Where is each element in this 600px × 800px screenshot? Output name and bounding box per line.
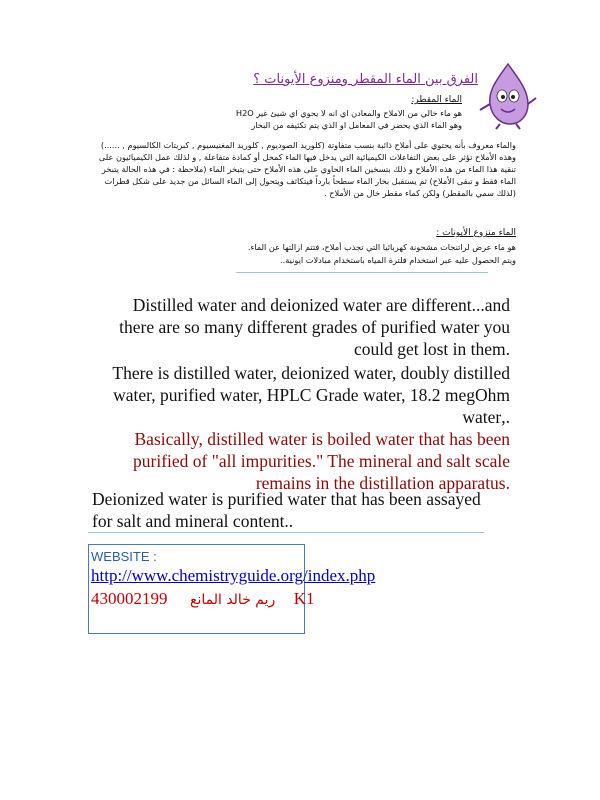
paragraph-4-line-1: Deionized water is purified water that has been assayed xyxy=(92,489,481,509)
paragraph-1-line-3: .could get lost in them xyxy=(353,339,510,359)
distilled-heading: الماء المقطر: xyxy=(411,95,462,105)
divider-bottom xyxy=(88,532,484,533)
page-title: الفرق بين الماء المقطر ومنزوع الأيونات ؟ xyxy=(253,72,478,87)
student-name: ريم خالد المانع xyxy=(190,592,276,608)
deionized-definition-line-2: ويتم الحصول عليه عبر استخدام فلترة المياه باستخدام مبادلات ايونية.. xyxy=(280,255,516,265)
paragraph-3-line-2: purified of "all impurities." The mineral and salt scale xyxy=(133,451,510,471)
deionized-definition-line-1: هو ماء عرض لراتنجات مشحونة كهربائيا التي تجذب أملاح، فتتم ازالتها عن الماء. xyxy=(247,242,516,252)
student-info xyxy=(91,589,315,609)
distilled-definition-line-1: هو ماء خالي من الاملاح والمعادن اي انه لا يحوي اي شيئ غير H2O xyxy=(235,108,462,118)
paragraph-2 xyxy=(92,362,510,428)
divider-top xyxy=(236,272,488,273)
paragraph-1-line-2: there are so many different grades of purified water you xyxy=(119,317,510,337)
paragraph-3-line-3: .remains in the distillation apparatus xyxy=(255,473,510,493)
distilled-paragraph: والماء معروف بأنه يحتوي على أملاح ذائبة بنسب متفاوتة (كلوريد الصوديوم , كلوريد المغنيسيوم , كبريتات الكالسيوم , ......) وهذه الأملاح تؤثر على بعض التفاعلات الكيميائية التي يدخل فيها الماء كمحل أو كمادة متفاعلة , و لذلك عمل الكيميائيون على تنقية هذا الماء من هذه الأملاح و ذلك بتسخين الماء الحاوي على هذه الأملاح حتى يتبخر الماء (ملاحظة : في هذه الحالة يتبخر الماء فقط و تبقى الأملاح) ثم يستقبل بخار الماء سطحاً بارداً فيتكاثف ويتحول إلى الماء السائل من جديد على شكل قطرات (لذلك سمي بالمقطر) ولكن كماء مقطر خال من الأملاح . xyxy=(98,140,516,198)
section-code: K1 xyxy=(293,589,315,608)
deionized-heading: الماء منزوع الأيونات : xyxy=(436,228,516,238)
paragraph-3 xyxy=(92,428,510,494)
paragraph-2-line-1: There is distilled water, deionized water, doubly distilled xyxy=(112,363,510,383)
website-label: WEBSITE : xyxy=(91,549,157,564)
paragraph-1-line-1: Distilled water and deionized water are different...and xyxy=(132,295,510,315)
student-id: 430002199 xyxy=(91,589,168,608)
paragraph-4-line-2: for salt and mineral content.. xyxy=(92,511,294,531)
distilled-definition-line-2: وهو الماء الذي يحضر في المعامل او الذي يتم تكثيفه من البخار xyxy=(251,120,462,130)
paragraph-2-line-3: .,water xyxy=(462,407,510,427)
paragraph-2-line-2: water, purified water, HPLC Grade water, 18.2 megOhm xyxy=(113,385,510,405)
paragraph-4 xyxy=(92,488,510,532)
website-link[interactable]: http://www.chemistryguide.org/index.php xyxy=(91,566,376,585)
paragraph-3-line-1: Basically, distilled water is boiled water that has been xyxy=(134,429,510,449)
paragraph-1 xyxy=(92,294,510,360)
mascot-icon xyxy=(478,60,538,130)
